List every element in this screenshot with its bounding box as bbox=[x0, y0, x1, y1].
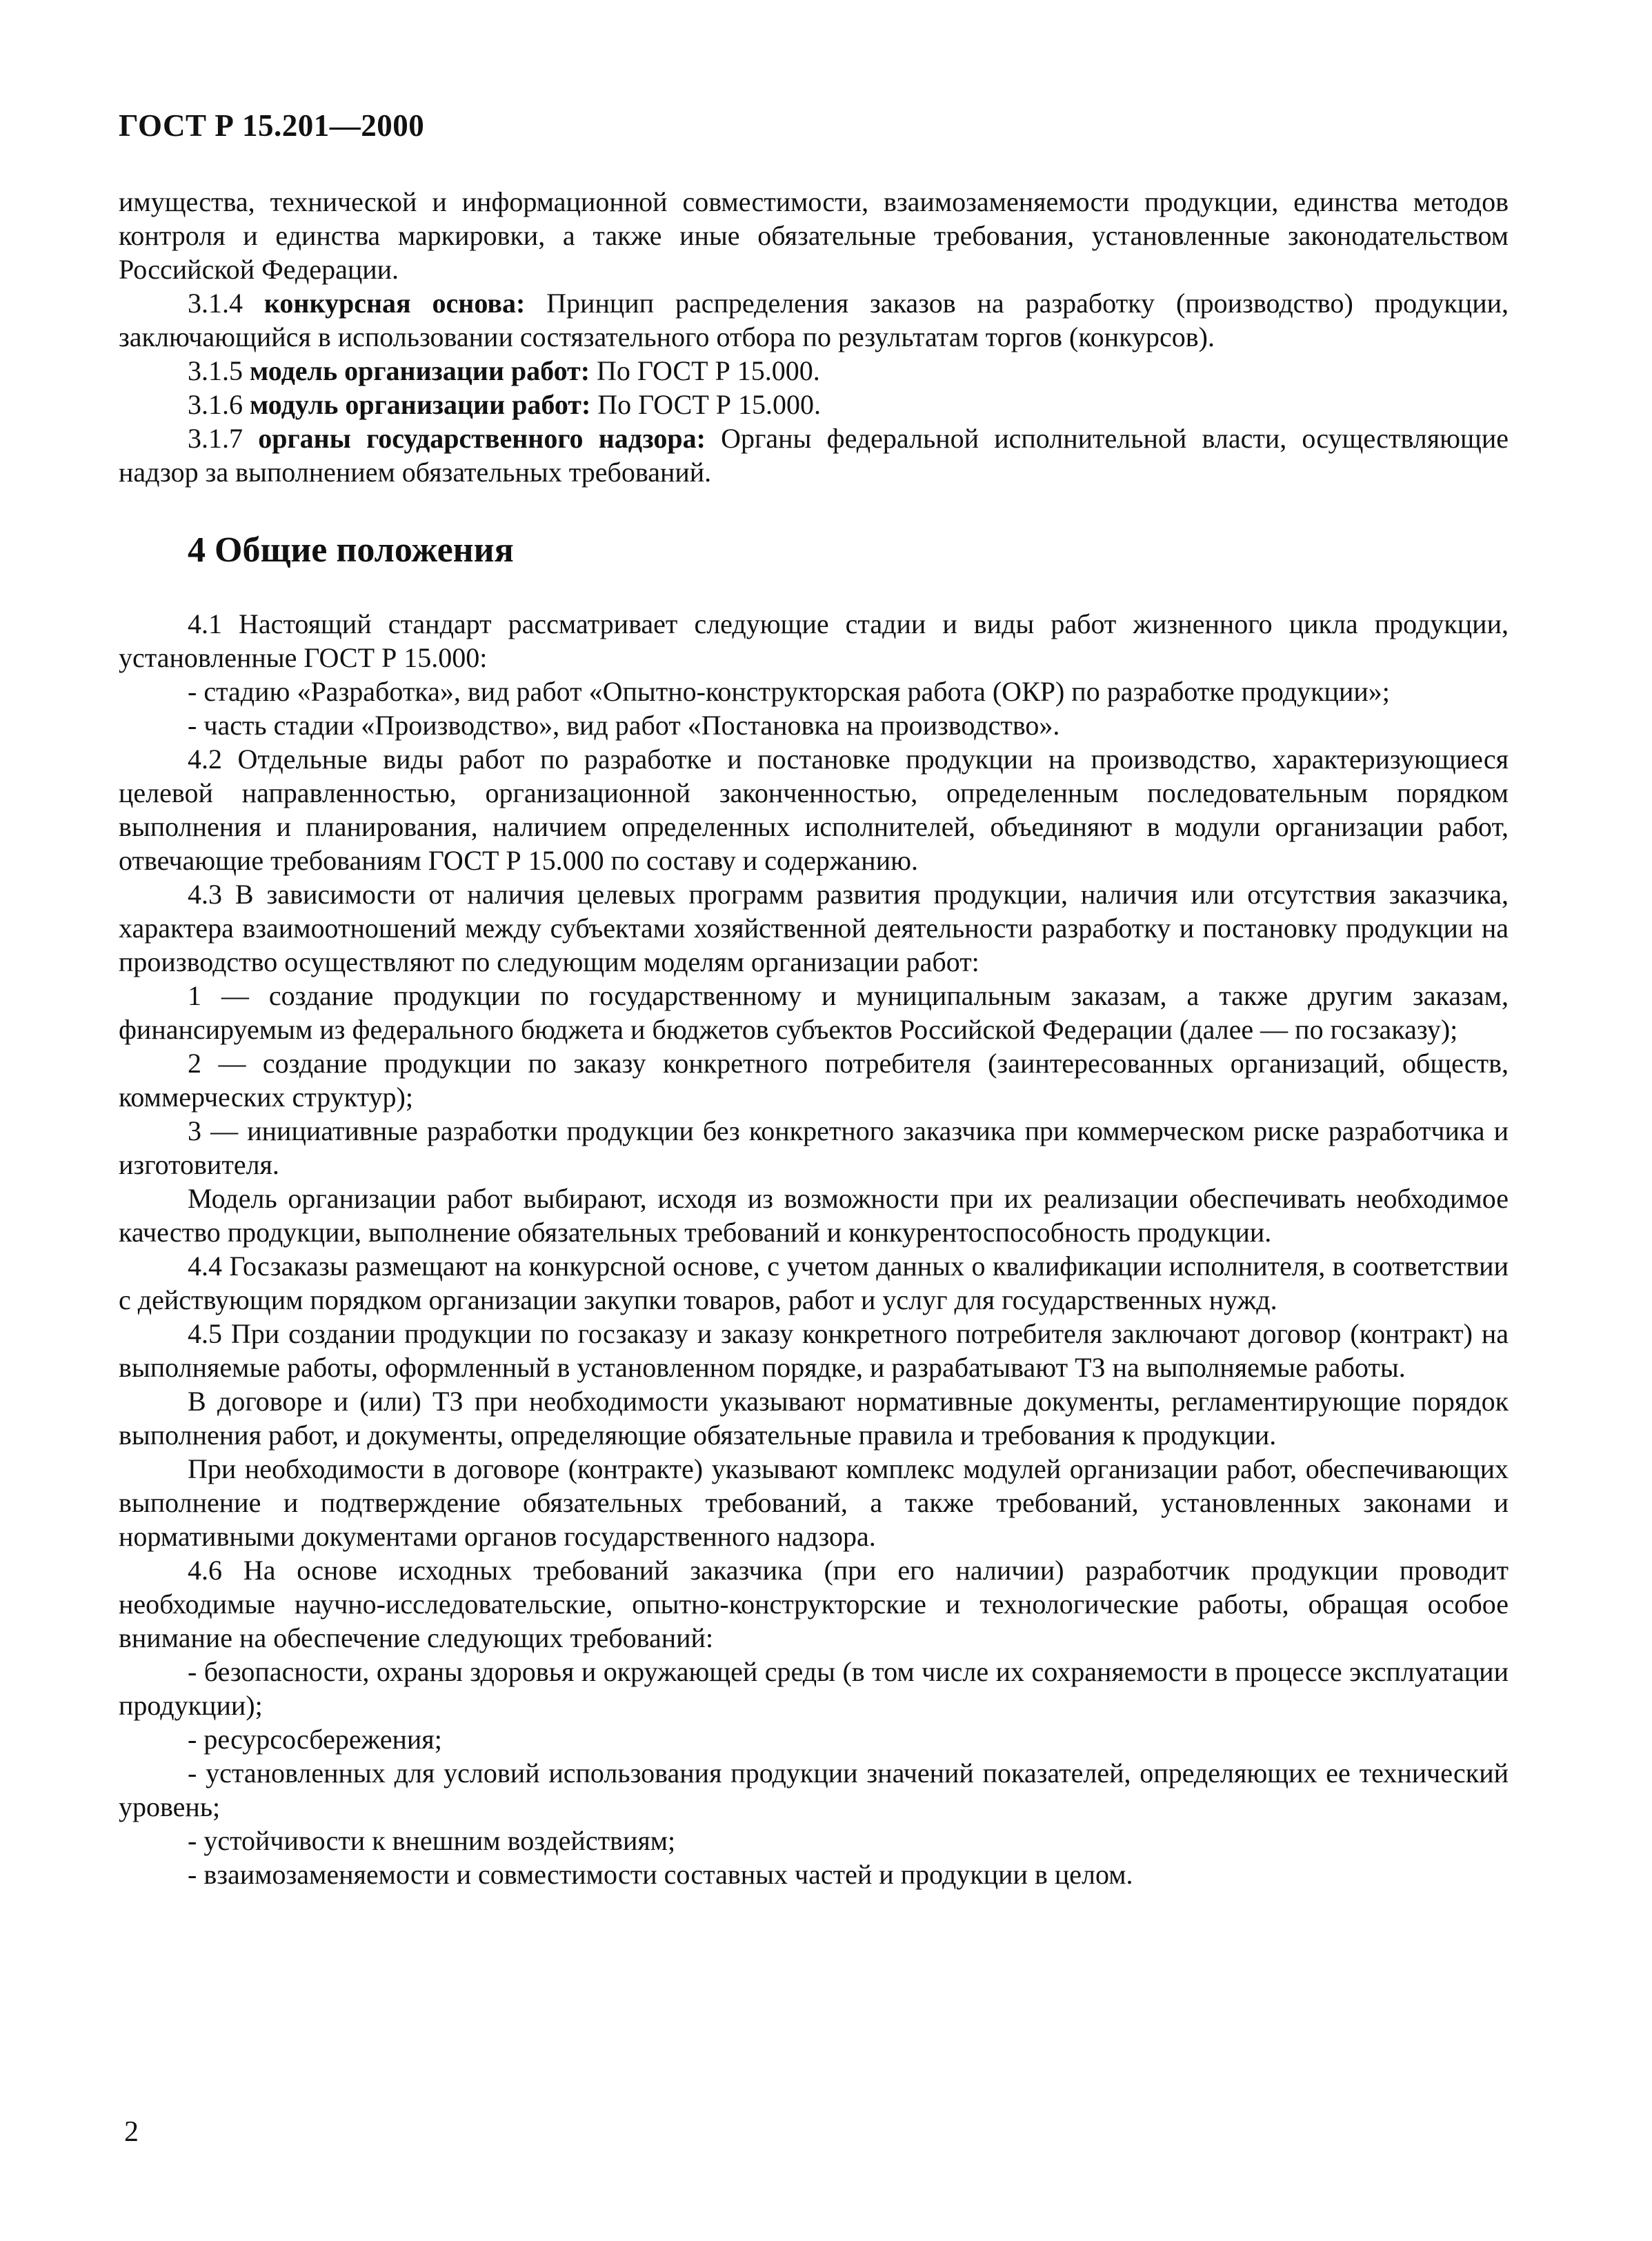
paragraph: 4.3 В зависимости от наличия целевых программ развития продукции, наличия или отсутствия заказчика, характера взаимоотношений между субъектами хозяйственной деятельности разработку и постановку продукции на производство осуществляют по следующим моделям организации работ: bbox=[119, 879, 1509, 977]
paragraph: Модель организации работ выбирают, исходя из возможности при их реализации обеспечивать необходимое качество продукции, выполнение обязательных требований и конкурентоспособность продукции. bbox=[119, 1183, 1509, 1248]
list-item: - часть стадии «Производство», вид работ «Постановка на производство». bbox=[188, 710, 1060, 741]
term-name: модель организации работ: bbox=[250, 355, 590, 386]
term-number: 3.1.7 bbox=[188, 423, 259, 454]
paragraph: 4.4 Госзаказы размещают на конкурсной основе, с учетом данных о квалификации исполнителя, в соответствии с действующим порядком организации закупки товаров, работ и услуг для государственных нужд. bbox=[119, 1251, 1509, 1315]
list-item: 1 — создание продукции по государственному и муниципальным заказам, а также другим заказам, финансируемым из федерального бюджета и бюджетов субъектов Российской Федерации (далее — по госзаказу); bbox=[119, 980, 1509, 1045]
term-name: конкурсная основа: bbox=[263, 288, 526, 319]
list-item: - безопасности, охраны здоровья и окружающей среды (в том числе их сохраняемости в процессе эксплуатации продукции); bbox=[119, 1656, 1509, 1721]
paragraph: 4.6 На основе исходных требований заказчика (при его наличии) разработчик продукции проводит необходимые научно-исследовательские, опытно-конструкторские и технологические работы, обращая особое внимание на обеспечение следующих требований: bbox=[119, 1555, 1509, 1653]
paragraph: 4.2 Отдельные виды работ по разработке и постановке продукции на производство, характеризующиеся целевой направленностью, организационной законченностью, определенным последовательным порядком выполнения и планирования, наличием определенных исполнителей, объединяют в модули организации работ, отвечающие требованиям ГОСТ Р 15.000 по составу и содержанию. bbox=[119, 744, 1509, 876]
term-number: 3.1.5 bbox=[188, 355, 250, 386]
term-name: органы государственного надзора: bbox=[258, 423, 706, 454]
term-paragraph bbox=[119, 354, 1509, 388]
list-item: 2 — создание продукции по заказу конкретного потребителя (заинтересованных организаций, обществ, коммерческих структур); bbox=[119, 1048, 1509, 1113]
list-item: - установленных для условий использования продукции значений показателей, определяющих ее технический уровень; bbox=[119, 1757, 1509, 1822]
intro-paragraph: имущества, технической и информационной совместимости, взаимозаменяемости продукции, единства методов контроля и единства маркировки, а также иные обязательные требования, установленные законодательством Российской Федерации. bbox=[119, 186, 1509, 285]
list-item: - взаимозаменяемости и совместимости составных частей и продукции в целом. bbox=[188, 1859, 1133, 1890]
paragraph: В договоре и (или) ТЗ при необходимости указывают нормативные документы, регламентирующие порядок выполнения работ, и документы, определяющие обязательные правила и требования к продукции. bbox=[119, 1386, 1509, 1451]
section-heading: 4 Общие положения bbox=[188, 530, 514, 570]
list-item: 3 — инициативные разработки продукции без конкретного заказчика при коммерческом риске разработчика и изготовителя. bbox=[119, 1115, 1509, 1180]
term-definition: По ГОСТ Р 15.000. bbox=[590, 355, 820, 386]
standard-header: ГОСТ Р 15.201—2000 bbox=[119, 108, 425, 143]
list-item: - ресурсосбережения; bbox=[188, 1724, 442, 1755]
term-definition: Принцип распределения заказов на разработку (производство) продукции, заключающийся в использовании состязательного отбора по результатам торгов (конкурсов). bbox=[119, 288, 1509, 352]
term-number: 3.1.6 bbox=[188, 389, 250, 420]
term-name: модуль организации работ: bbox=[250, 389, 591, 420]
list-item: - устойчивости к внешним воздействиям; bbox=[188, 1825, 676, 1856]
paragraph: При необходимости в договоре (контракте) указывают комплекс модулей организации работ, обеспечивающих выполнение и подтверждение обязательных требований, а также требований, установленных законами и нормативными документами органов государственного надзора. bbox=[119, 1453, 1509, 1552]
term-definition: По ГОСТ Р 15.000. bbox=[590, 389, 822, 420]
term-number: 3.1.4 bbox=[188, 288, 264, 319]
page-number: 2 bbox=[124, 2116, 139, 2148]
term-paragraph bbox=[119, 421, 1509, 489]
paragraph: 4.5 При создании продукции по госзаказу и заказу конкретного потребителя заключают договор (контракт) на выполняемые работы, оформленный в установленном порядке, и разрабатывают ТЗ на выполняемые работы. bbox=[119, 1318, 1509, 1383]
term-paragraph bbox=[119, 388, 1509, 421]
term-definition: Органы федеральной исполнительной власти, осуществляющие надзор за выполнением обязательных требований. bbox=[119, 423, 1509, 488]
document-body bbox=[119, 185, 1509, 1891]
term-paragraph bbox=[119, 286, 1509, 354]
paragraph: 4.1 Настоящий стандарт рассматривает следующие стадии и виды работ жизненного цикла продукции, установленные ГОСТ Р 15.000: bbox=[119, 608, 1509, 673]
list-item: - стадию «Разработка», вид работ «Опытно-конструкторская работа (ОКР) по разработке продукции»; bbox=[188, 676, 1390, 707]
